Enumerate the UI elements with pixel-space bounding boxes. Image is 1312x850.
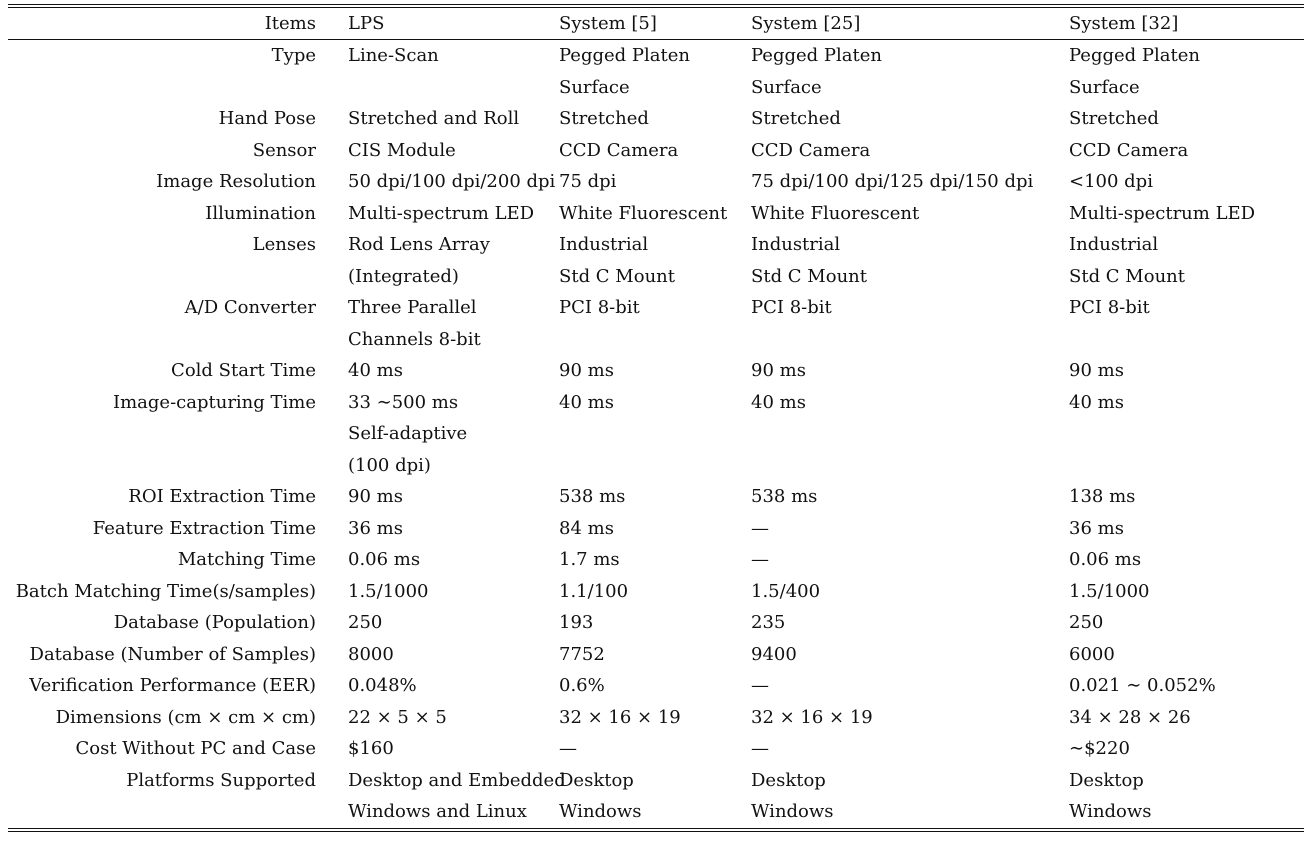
table-cell xyxy=(1069,481,1304,513)
table-cell xyxy=(316,166,559,198)
data-body-table xyxy=(8,40,1304,828)
table-cell xyxy=(316,387,559,482)
cell-line: Multi-spectrum LED xyxy=(348,202,535,224)
cell-line: 50 dpi/100 dpi/200 dpi xyxy=(348,171,556,192)
cell-line: Multi-spectrum LED xyxy=(1069,202,1256,224)
cell-line: Pegged Platen xyxy=(751,45,882,66)
table-cell xyxy=(1069,733,1304,765)
cell-line: 1.1/100 xyxy=(559,580,629,602)
table-cell xyxy=(1069,576,1304,608)
cell-line: 1.5/1000 xyxy=(1069,580,1150,602)
comparison-table xyxy=(8,4,1304,832)
cell-line: (100 dpi) xyxy=(348,454,431,476)
row-label: Matching Time xyxy=(177,549,316,570)
cell-line: Channels 8-bit xyxy=(348,328,481,350)
cell-line: 250 xyxy=(348,612,383,633)
table-cell xyxy=(559,198,751,230)
cell-line: CCD Camera xyxy=(751,139,871,161)
table-cell xyxy=(316,292,559,355)
cell-line: Industrial xyxy=(559,234,649,255)
cell-line: 0.021 ∼ 0.052% xyxy=(1069,675,1216,696)
row-label: Platforms Supported xyxy=(126,769,316,791)
table-cell xyxy=(751,292,1069,355)
row-label: Dimensions (cm × cm × cm) xyxy=(55,706,316,728)
cell-line: 75 dpi/100 dpi/125 dpi/150 dpi xyxy=(751,171,1034,192)
cell-line: — xyxy=(751,549,769,570)
table-cell xyxy=(1069,513,1304,545)
cell-line: (Integrated) xyxy=(348,265,459,287)
cell-line: 36 ms xyxy=(348,517,403,539)
table-row xyxy=(8,481,1304,513)
table-cell xyxy=(1069,702,1304,734)
table-row xyxy=(8,229,1304,292)
cell-line: Self-adaptive xyxy=(348,423,468,444)
table-row xyxy=(8,292,1304,355)
cell-line: Pegged Platen xyxy=(1069,45,1200,66)
row-label: Lenses xyxy=(252,234,316,255)
table-row xyxy=(8,607,1304,639)
bottom-rule-2 xyxy=(8,831,1304,832)
cell-line: 538 ms xyxy=(559,486,626,507)
table-row xyxy=(8,733,1304,765)
cell-line: 250 xyxy=(1069,612,1104,633)
cell-line: 1.7 ms xyxy=(559,549,620,570)
cell-line: CCD Camera xyxy=(559,139,679,161)
cell-line: ∼$220 xyxy=(1069,738,1130,759)
table-cell xyxy=(559,513,751,545)
table-cell xyxy=(559,355,751,387)
cell-line: 34 × 28 × 26 xyxy=(1069,706,1191,728)
cell-line: 193 xyxy=(559,612,594,633)
cell-line: White Fluorescent xyxy=(559,202,728,224)
cell-line: Three Parallel xyxy=(348,297,477,318)
cell-line: 0.6% xyxy=(559,675,605,696)
table-cell xyxy=(1069,670,1304,702)
cell-line: Windows xyxy=(751,801,834,822)
table-cell xyxy=(316,198,559,230)
table-cell xyxy=(559,481,751,513)
table-cell xyxy=(559,702,751,734)
table-cell xyxy=(751,229,1069,292)
cell-line: Stretched and Roll xyxy=(348,108,520,129)
table-cell xyxy=(751,481,1069,513)
cell-line: 32 × 16 × 19 xyxy=(559,706,681,728)
row-label: Hand Pose xyxy=(218,108,316,129)
table-cell xyxy=(1069,166,1304,198)
cell-line: — xyxy=(751,675,769,696)
table-cell xyxy=(559,103,751,135)
table-cell xyxy=(751,765,1069,828)
cell-line: 0.048% xyxy=(348,675,417,696)
table-row xyxy=(8,355,1304,387)
cell-line: 90 ms xyxy=(1069,360,1124,381)
cell-line: 90 ms xyxy=(559,360,614,381)
table-cell xyxy=(316,639,559,671)
cell-line: Industrial xyxy=(1069,234,1159,255)
table-cell xyxy=(316,702,559,734)
row-label: ROI Extraction Time xyxy=(128,486,316,507)
row-label: Cold Start Time xyxy=(171,360,316,381)
row-label: Database (Number of Samples) xyxy=(29,643,316,665)
cell-line: 138 ms xyxy=(1069,486,1136,507)
table-row xyxy=(8,670,1304,702)
table-cell xyxy=(559,166,751,198)
cell-line: Desktop xyxy=(559,769,634,791)
cell-line: 1.5/400 xyxy=(751,580,821,602)
table-cell xyxy=(751,670,1069,702)
cell-line: 90 ms xyxy=(751,360,806,381)
cell-line: Desktop xyxy=(751,769,826,791)
table-cell xyxy=(559,670,751,702)
cell-line: 36 ms xyxy=(1069,517,1124,539)
cell-line: 40 ms xyxy=(1069,391,1124,413)
cell-line: Windows xyxy=(1069,801,1152,822)
data-table xyxy=(8,8,1304,39)
cell-line: Std C Mount xyxy=(751,265,867,287)
cell-line: PCI 8-bit xyxy=(1069,297,1150,318)
cell-line: White Fluorescent xyxy=(751,202,920,224)
table-cell xyxy=(316,576,559,608)
table-cell xyxy=(1069,765,1304,828)
table-cell xyxy=(559,292,751,355)
cell-line: 9400 xyxy=(751,643,797,665)
cell-line: 6000 xyxy=(1069,643,1115,665)
cell-line: 538 ms xyxy=(751,486,818,507)
cell-line: 235 xyxy=(751,612,786,633)
header-lps: LPS xyxy=(348,13,385,34)
cell-line: Windows and Linux xyxy=(348,801,527,822)
table-row xyxy=(8,765,1304,828)
table-cell xyxy=(559,544,751,576)
cell-line: 0.06 ms xyxy=(1069,549,1142,570)
cell-line: 84 ms xyxy=(559,517,614,539)
row-label: Batch Matching Time(s/samples) xyxy=(15,580,316,602)
header-items: Items xyxy=(264,13,316,34)
table-cell xyxy=(316,355,559,387)
cell-line: PCI 8-bit xyxy=(751,297,832,318)
header-row xyxy=(8,8,1304,39)
table-cell xyxy=(559,387,751,482)
table-cell xyxy=(559,229,751,292)
cell-line: 7752 xyxy=(559,643,605,665)
table-cell xyxy=(751,639,1069,671)
table-row xyxy=(8,135,1304,167)
table-cell xyxy=(751,387,1069,482)
table-cell xyxy=(751,702,1069,734)
table-cell xyxy=(1069,607,1304,639)
cell-line: 32 × 16 × 19 xyxy=(751,706,873,728)
cell-line: Windows xyxy=(559,801,642,822)
table-cell xyxy=(316,544,559,576)
table-cell xyxy=(1069,229,1304,292)
cell-line: CIS Module xyxy=(348,139,456,161)
cell-line: 8000 xyxy=(348,643,394,665)
cell-line: 90 ms xyxy=(348,486,403,507)
cell-line: Surface xyxy=(559,76,630,98)
table-row xyxy=(8,198,1304,230)
table-cell xyxy=(316,765,566,828)
cell-line: 1.5/1000 xyxy=(348,580,429,602)
table-cell xyxy=(751,513,1069,545)
cell-line: CCD Camera xyxy=(1069,139,1189,161)
row-label: A/D Converter xyxy=(184,297,316,318)
cell-line: <100 dpi xyxy=(1069,171,1153,192)
row-label: Illumination xyxy=(205,202,316,224)
cell-line: 33 ∼500 ms xyxy=(348,391,459,413)
table-row xyxy=(8,166,1304,198)
table-row xyxy=(8,576,1304,608)
table-cell xyxy=(1069,355,1304,387)
table-cell xyxy=(316,135,559,167)
table-cell xyxy=(316,481,559,513)
row-label: Type xyxy=(271,45,316,66)
row-label: Cost Without PC and Case xyxy=(75,738,316,759)
cell-line: Surface xyxy=(1069,76,1140,98)
table-cell xyxy=(1069,198,1304,230)
row-label: Image Resolution xyxy=(156,171,316,192)
header-system-25: System [25] xyxy=(751,13,861,34)
row-label: Feature Extraction Time xyxy=(92,517,316,539)
cell-line: Std C Mount xyxy=(559,265,675,287)
cell-line: Stretched xyxy=(1069,108,1159,129)
table-cell xyxy=(751,166,1069,198)
cell-line: Industrial xyxy=(751,234,841,255)
table-cell xyxy=(751,135,1069,167)
table-cell xyxy=(316,607,559,639)
table-cell xyxy=(316,229,559,292)
table-cell xyxy=(559,639,751,671)
table-cell xyxy=(1069,40,1304,103)
table-row xyxy=(8,544,1304,576)
cell-line: Pegged Platen xyxy=(559,45,690,66)
table-cell xyxy=(751,576,1069,608)
row-label: Database (Population) xyxy=(113,612,316,633)
table-cell xyxy=(316,513,559,545)
cell-line: 75 dpi xyxy=(559,171,617,192)
cell-line: 22 × 5 × 5 xyxy=(348,706,447,728)
table-cell xyxy=(751,607,1069,639)
table-cell xyxy=(751,355,1069,387)
cell-line: Desktop xyxy=(1069,769,1144,791)
table-cell xyxy=(559,765,751,828)
cell-line: Stretched xyxy=(751,108,841,129)
table-cell xyxy=(1069,639,1304,671)
row-label: Image-capturing Time xyxy=(112,391,316,413)
cell-line: — xyxy=(751,738,769,759)
table-cell xyxy=(316,103,559,135)
cell-line: 40 ms xyxy=(559,391,614,413)
row-label: Verification Performance (EER) xyxy=(29,675,316,696)
cell-line: 0.06 ms xyxy=(348,549,421,570)
table-cell xyxy=(316,733,559,765)
table-cell xyxy=(559,135,751,167)
table-row xyxy=(8,387,1304,482)
cell-line: Surface xyxy=(751,76,822,98)
table-cell xyxy=(1069,135,1304,167)
cell-line: — xyxy=(559,738,577,759)
cell-line: Desktop and Embedded xyxy=(348,769,566,791)
table-row xyxy=(8,702,1304,734)
table-row xyxy=(8,40,1304,103)
table-cell xyxy=(316,40,559,103)
table-row xyxy=(8,513,1304,545)
cell-line: Std C Mount xyxy=(1069,265,1185,287)
table-cell xyxy=(751,198,1069,230)
table-row xyxy=(8,639,1304,671)
row-label: Sensor xyxy=(252,139,316,161)
cell-line: $160 xyxy=(348,738,394,759)
table-cell xyxy=(751,103,1069,135)
table-cell xyxy=(1069,292,1304,355)
table-cell xyxy=(1069,544,1304,576)
table-cell xyxy=(559,733,751,765)
table-cell xyxy=(751,733,1069,765)
table-cell xyxy=(1069,387,1304,482)
cell-line: — xyxy=(751,517,769,539)
header-system-32: System [32] xyxy=(1069,13,1179,34)
table-cell xyxy=(751,544,1069,576)
table-cell xyxy=(751,40,1069,103)
cell-line: 40 ms xyxy=(348,360,403,381)
table-cell xyxy=(559,607,751,639)
table-cell xyxy=(559,40,751,103)
cell-line: Stretched xyxy=(559,108,649,129)
table-row xyxy=(8,103,1304,135)
cell-line: Rod Lens Array xyxy=(348,234,490,255)
cell-line: Line-Scan xyxy=(348,45,439,66)
cell-line: PCI 8-bit xyxy=(559,297,640,318)
table-cell xyxy=(1069,103,1304,135)
cell-line: 40 ms xyxy=(751,391,806,413)
table-body xyxy=(8,40,1304,828)
header-system-5: System [5] xyxy=(559,13,657,34)
table-cell xyxy=(316,670,559,702)
table-cell xyxy=(559,576,751,608)
